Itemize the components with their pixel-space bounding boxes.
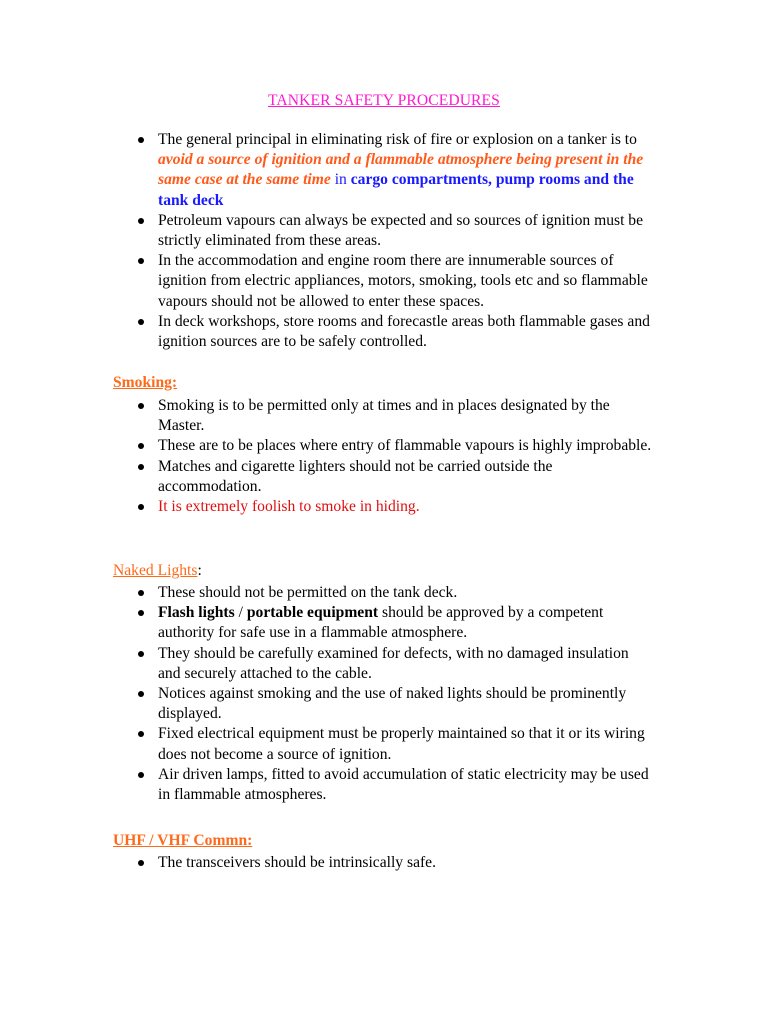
list-item: Matches and cigarette lighters should not be carried outside the accommodation. [135,457,655,497]
emphasis-text: cargo compartments, pump rooms and the tank deck [158,171,634,209]
heading-colon: : [197,562,202,579]
emphasis-text: avoid a source of ignition and a flammable atmosphere being present in the same case at the same time [158,151,644,189]
list-item [135,130,655,211]
list-item: Air driven lamps, fitted to avoid accumulation of static electricity may be used in flammable atmospheres. [135,765,655,805]
naked-lights-heading-text: Naked Lights [113,562,198,579]
bold-text: portable equipment [246,604,379,622]
bold-text: Flash lights [158,604,235,622]
naked-lights-bullet-list [135,583,655,805]
smoking-heading: Smoking: [113,374,178,391]
naked-lights-heading [113,562,202,580]
list-item: In the accommodation and engine room there are innumerable sources of ignition from electric appliances, motors, smoking, tools etc and so flammable vapours should not be allowed to enter these spaces. [135,251,655,312]
list-item: The transceivers should be intrinsically safe. [135,853,655,873]
intro-bullet-list [135,130,655,352]
list-item: Petroleum vapours can always be expected and so sources of ignition must be strictly eliminated from these areas. [135,211,655,251]
document-title: TANKER SAFETY PROCEDURES [268,92,500,109]
uhf-vhf-heading: UHF / VHF Commn: [113,832,253,849]
list-item: Notices against smoking and the use of naked lights should be prominently displayed. [135,684,655,724]
list-item: Fixed electrical equipment must be properly maintained so that it or its wiring does not become a source of ignition. [135,724,655,764]
list-item: These are to be places where entry of flammable vapours is highly improbable. [135,436,655,456]
list-item: Smoking is to be permitted only at times and in places designated by the Master. [135,396,655,436]
bullet-text: in [330,171,351,189]
bullet-text: / [234,604,247,622]
list-item [135,603,655,643]
warning-item: It is extremely foolish to smoke in hiding. [135,497,655,517]
list-item: In deck workshops, store rooms and forecastle areas both flammable gases and ignition sources are to be safely controlled. [135,312,655,352]
bullet-text: should be approved by a competent authority for safe use in a flammable atmosphere. [158,604,604,642]
list-item: These should not be permitted on the tank deck. [135,583,655,603]
smoking-bullet-list [135,396,655,517]
bullet-text: The general principal in eliminating risk of fire or explosion on a tanker is to [158,131,637,148]
uhf-vhf-bullet-list [135,853,655,873]
list-item: They should be carefully examined for defects, with no damaged insulation and securely attached to the cable. [135,644,655,684]
